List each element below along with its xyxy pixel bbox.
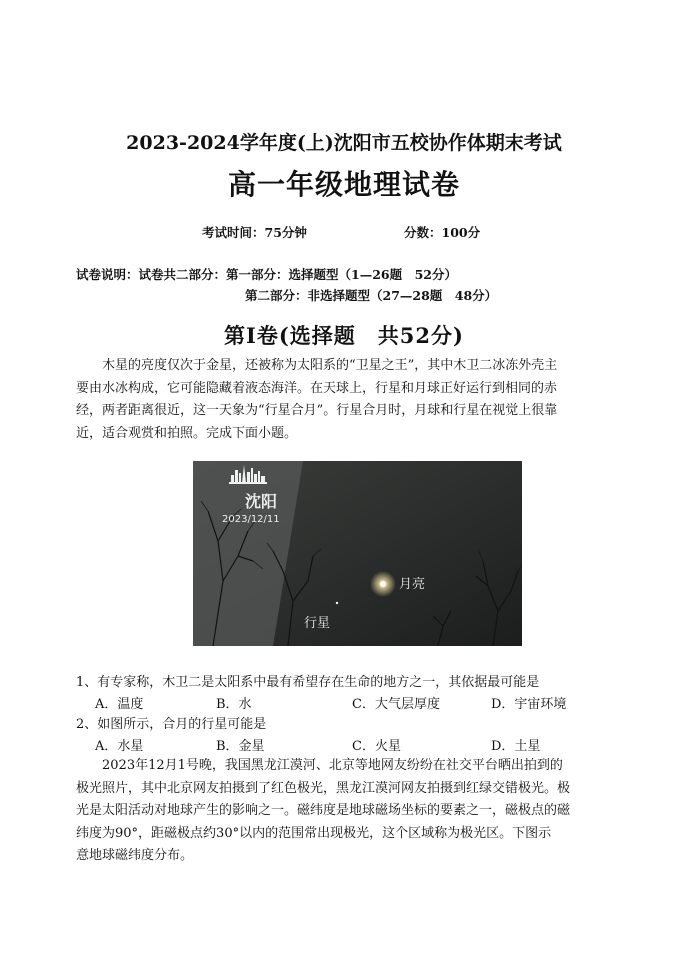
question-1-option-a: A．温度 (95, 697, 144, 712)
question-2-option-c: C．火星 (352, 739, 401, 754)
night-sky-scene (193, 461, 522, 646)
photo-date: 2023/12/11 (222, 514, 280, 525)
passage-1-line: 木星的亮度仅次于金星，还被称为太阳系的“卫星之王”，其中木卫二冰冻外壳主 (76, 358, 558, 373)
section-title: 第Ⅰ卷(选择题 共52分) (224, 323, 464, 348)
instructions-line-1: 试卷说明：试卷共二部分：第一部分：选择题型（1—26题 52分） (76, 267, 457, 282)
question-1-option-d: D．宇宙环境 (491, 697, 567, 712)
question-1-option-c: C．大气层厚度 (352, 697, 440, 712)
passage-2-line: 光是太阳活动对地球产生的影响之一。磁纬度是地球磁场坐标的要素之一，磁极点的磁 (76, 803, 571, 818)
moon-label: 月亮 (399, 577, 426, 592)
passage-1-line: 要由水冰构成，它可能隐藏着液态海洋。在天球上，行星和月球正好运行到相同的赤 (76, 380, 558, 396)
passage-2-line: 纬度为90°，距磁极点约30°以内的范围常出现极光，这个区域称为极光区。下图示 (76, 825, 552, 841)
passage-1-line: 经，两者距离很近，这一天象为“行星合月”。行星合月时，月球和行星在视觉上很靠 (76, 403, 558, 418)
question-2-stem: 2、如图所示，合月的行星可能是 (76, 717, 267, 732)
passage-1 (76, 355, 608, 445)
exam-title: 2023-2024学年度(上)沈阳市五校协作体期末考试 (126, 132, 562, 154)
question-1-option-b: B．水 (216, 697, 252, 712)
passage-2-line: 意地球磁纬度分布。 (76, 848, 194, 863)
planet (336, 602, 338, 604)
passage-2-line: 2023年12月1号晚，我国黑龙江漠河、北京等地网友纷纷在社交平台晒出拍到的 (76, 758, 563, 773)
planet-label: 行星 (304, 616, 331, 631)
passage-1-line: 近，适合观赏和拍照。完成下面小题。 (76, 425, 298, 441)
question-1-stem: 1、有专家称，木卫二是太阳系中最有希望存在生命的地方之一，其依据最可能是 (76, 675, 540, 690)
question-2-option-d: D．土星 (491, 739, 541, 754)
instructions-line-2: 第二部分：非选择题型（27—28题 48分） (245, 288, 498, 303)
question-2-option-a: A．水星 (95, 739, 144, 754)
passage-2 (76, 755, 608, 868)
paper-title: 高一年级地理试卷 (227, 168, 460, 201)
photo-city: 沈阳 (245, 492, 278, 511)
exam-time: 考试时间：75分钟 (202, 225, 307, 240)
night-sky-photo (193, 461, 522, 646)
exam-score: 分数：100分 (404, 225, 481, 240)
passage-2-line: 极光照片，其中北京网友拍摄到了红色极光，黑龙江漠河网友拍摄到红绿交错极光。极 (76, 780, 571, 796)
question-2-option-b: B．金星 (216, 739, 265, 754)
